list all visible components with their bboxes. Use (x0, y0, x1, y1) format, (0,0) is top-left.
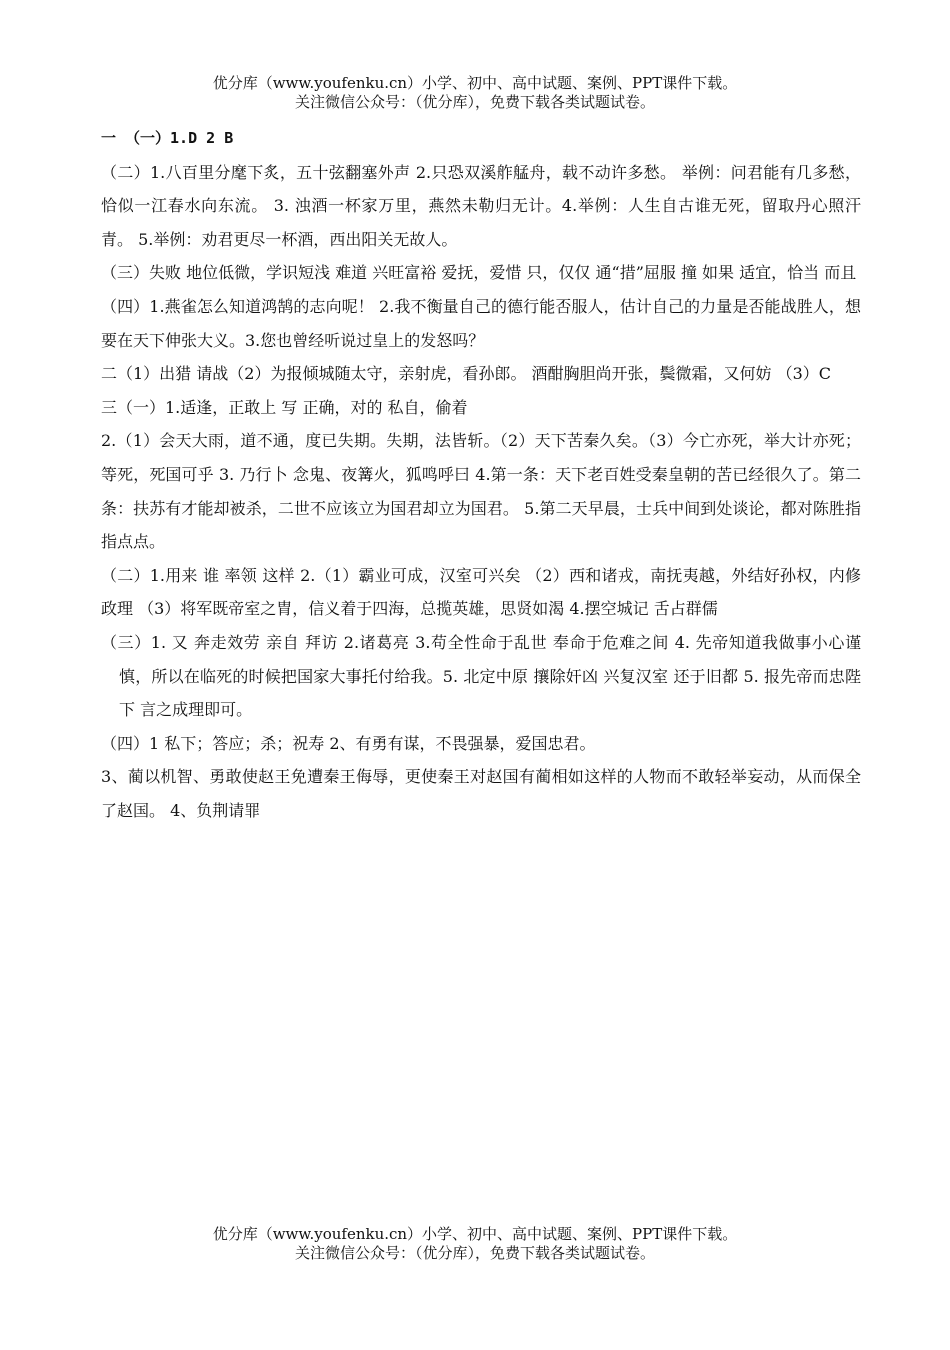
answer-key-body (101, 122, 861, 827)
footer-line-2: 关注微信公众号：（优分库），免费下载各类试题试卷。 (294, 1244, 655, 1262)
answer-part-1-section-4: （四）1.燕雀怎么知道鸿鹄的志向呢！ 2.我不衡量自己的德行能否服人，估计自己的力量是否能战胜人，想要在天下伸张大义。3.您也曾经听说过皇上的发怒吗？ (101, 296, 861, 350)
answer-part-1-section-2: （二）1.八百里分麾下炙，五十弦翻塞外声 2.只恐双溪舴艋舟，载不动许多愁。 举例：问君能有几多愁，恰似一江春水向东流。 3. 浊酒一杯家万里，燕然未勒归无计。4.举例：人生自古谁无死，留取丹心照汗青。 5.举例：劝君更尽一杯酒，西出阳关无故人。 (101, 162, 861, 249)
answer-part-3-section-2: （二）1.用来 谁 率领 这样 2.（1）霸业可成，汉室可兴矣 （2）西和诸戎，南抚夷越，外结好孙权，内修政理 （3）将军既帝室之胄，信义着于四海，总揽英雄，思贤如渴 4.摆空城记 舌占群儒 (101, 565, 861, 619)
page-header (0, 74, 950, 112)
answer-part-1-section-3: （三）失败 地位低微，学识短浅 难道 兴旺富裕 爱抚，爱惜 只，仅仅 通“措”屈服 撞 如果 适宜，恰当 而且 (101, 263, 857, 283)
header-line-1: 优分库（www.youfenku.cn）小学、初中、高中试题、案例、PPT课件下载。 (212, 74, 738, 92)
answer-part-3-section-4: （四）1 私下；答应；杀；祝寿 2、有勇有谋，不畏强暴，爱国忠君。 (101, 733, 596, 753)
header-line-2: 关注微信公众号：（优分库），免费下载各类试题试卷。 (294, 93, 655, 111)
answer-part-3-section-1: 三（一）1.适逢，正敢上 写 正确，对的 私自，偷着 (101, 397, 468, 417)
answer-part-3-section-3: （三）1. 又 奔走效劳 亲自 拜访 2.诸葛亮 3.苟全性命于乱世 奉命于危难之间 4. 先帝知道我做事小心谨慎，所以在临死的时候把国家大事托付给我。5. 北定中原 攘除奸凶 兴复汉室 还于旧都 5. 报先帝而忠陛下 言之成理即可。 (101, 632, 861, 720)
answer-part-3-question-2: 2.（1）会天大雨，道不通，度已失期。失期，法皆斩。（2）天下苦秦久矣。（3）今亡亦死，举大计亦死；等死，死国可乎 3. 乃行卜 念鬼、夜篝火，狐鸣呼曰 4.第一条：天下老百姓受秦皇朝的苦已经很久了。第二条：扶苏有才能却被杀，二世不应该立为国君却立为国君。 5.第二天早晨，士兵中间到处谈论，都对陈胜指指点点。 (101, 431, 861, 552)
page-footer (0, 1225, 950, 1263)
footer-line-1: 优分库（www.youfenku.cn）小学、初中、高中试题、案例、PPT课件下载。 (212, 1225, 738, 1243)
answer-part-3-section-4-q3: 3、蔺以机智、勇敢使赵王免遭秦王侮辱，更使秦王对赵国有蔺相如这样的人物而不敢轻举妄动，从而保全了赵国。 4、负荆请罪 (101, 767, 861, 820)
answer-part-2: 二（1）出猎 请战（2）为报倾城随太守，亲射虎，看孙郎。 酒酣胸胆尚开张，鬓微霜，又何妨 （3）C (101, 364, 832, 384)
answer-part-1-section-1: 一 （一）1.D 2 B (101, 129, 234, 147)
